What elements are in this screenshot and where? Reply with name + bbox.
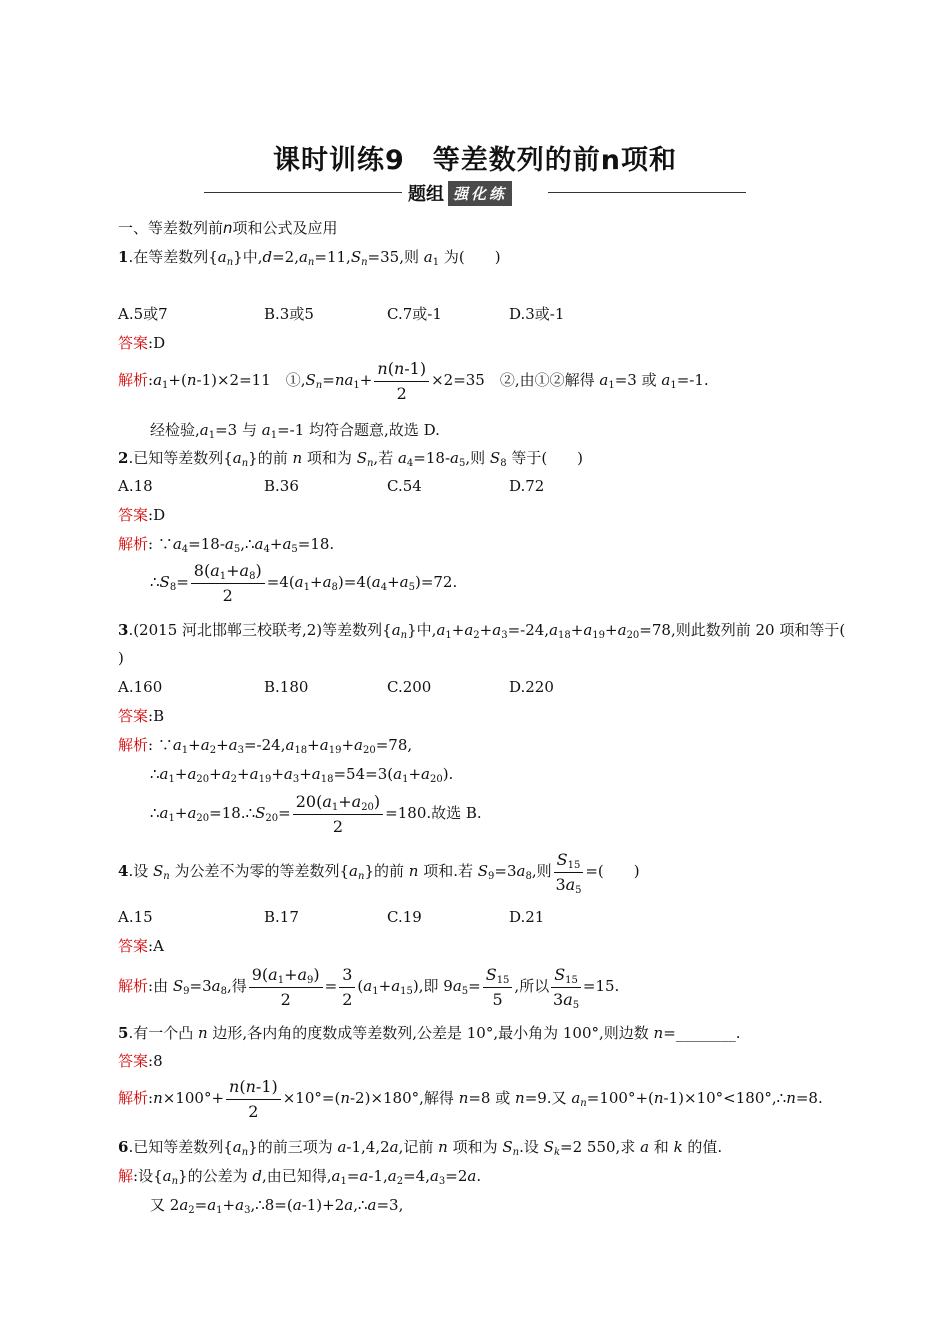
answer-label: 答案 — [118, 506, 149, 524]
q3-option-b: B.180 — [264, 678, 309, 696]
analysis-label: 解析 — [118, 535, 149, 553]
q2-option-a: A.18 — [118, 477, 153, 495]
q1-answer-value: D — [153, 334, 166, 352]
section-heading: 一、等差数列前n项和公式及应用 — [118, 219, 338, 237]
q2-option-d: D.72 — [509, 477, 545, 495]
q4-answer: 答案:A — [118, 937, 164, 955]
q4-option-a: A.15 — [118, 908, 153, 926]
q1-analysis-2: 经检验$,a_1=3$ 与 $a_1=-1$ 均符合题意,故选 D. — [150, 421, 440, 441]
q3-option-a: A.160 — [118, 678, 163, 696]
q3-answer-value: B — [153, 707, 165, 725]
banner-tag: 强化练 — [448, 181, 512, 206]
analysis-label: 解析 — [118, 1089, 149, 1107]
banner-label: 题组 — [408, 184, 444, 205]
q1-analysis: 解析$:a_1+(n-1)\times 2=11$ $①,S_n=na_1+$ $\frac{n(n-1)}{2}$ ×2=35 ②,由①②解得 $a_1=3$ 或 $a_1=-1$. — [118, 358, 709, 403]
section-banner — [404, 180, 512, 206]
q2-option-c: C.54 — [387, 477, 422, 495]
q3-option-d: D.220 — [509, 678, 554, 696]
q2-analysis: 解析: $\because a_4=18-a_5,\therefore a_4+a_5=18$. — [118, 535, 335, 555]
analysis-label: 解析 — [118, 736, 149, 754]
question-3: 3.(2015 河北邯郸三校联考,2)等差数列$\{a_n\}$中$,a_1+a_2+a_3=-24,a_{18}+a_{19}+a_{20}=78$,则此数列前 20 项和等于( — [118, 621, 846, 641]
q4-answer-value: A — [153, 937, 164, 955]
question-6: 6.已知等差数列$\{a_n\}$的前三项为 a-1,4,2a,记前 n 项和为 $S_n$.设 $S_k=2$ 550,求 a 和 k 的值. — [118, 1138, 723, 1158]
answer-label: 答案 — [118, 937, 149, 955]
q1-option-d: D.3或-1 — [509, 305, 565, 323]
q1-answer: 答案:D — [118, 334, 166, 352]
q3-analysis-3: $\therefore a_1+a_{20}=18.\therefore S_{20}=$ $\frac{20(a_1+a_{20})}{2}$ =180.故选 B. — [150, 791, 482, 836]
q2-answer-value: D — [153, 506, 166, 524]
q4-analysis: 解析:由 $S_9=3a_8$,得 $\frac{9(a_1+a_9)}{2}$ = $\frac{3}{2}$ $(a_1+a_{15})$,即 $9a_5=$ $\frac{S_{15}}{5}$ ,所以 $\frac{S_{15}}{3a_5}$ =15. — [118, 964, 620, 1011]
q3-answer: 答案:B — [118, 707, 165, 725]
q3-option-c: C.200 — [387, 678, 432, 696]
q2-answer: 答案:D — [118, 506, 166, 524]
q2-analysis-2: $\therefore S_8=$ $\frac{8(a_1+a_8)}{2}$ $=4(a_1+a_8)=4(a_4+a_5)=72$. — [150, 560, 458, 605]
answer-label: 答案 — [118, 1052, 149, 1070]
q5-analysis: 解析:n×100°+ $\frac{n(n-1)}{2}$ ×10°=(n-2)×180°,解得 n=8 或 n=9.又 $a_n=100^\circ+(n-1)\times 10^\circ<180^\circ,\therefore n=8$. — [118, 1076, 823, 1121]
answer-label: 答案 — [118, 334, 149, 352]
q1-option-b: B.3或5 — [264, 305, 314, 323]
q3-analysis-2: $\therefore a_1+a_{20}+a_2+a_{19}+a_3+a_{18}=54=3(a_1+a_{20})$. — [150, 765, 454, 785]
q4-option-d: D.21 — [509, 908, 545, 926]
answer-label: 答案 — [118, 707, 149, 725]
title-rule-left — [204, 192, 402, 193]
q5-answer: 答案:8 — [118, 1052, 163, 1070]
page-title: 课时训练9 等差数列的前n项和 — [272, 145, 677, 176]
q3-analysis: 解析: $\because a_1+a_2+a_3=-24,a_{18}+a_{19}+a_{20}=78$, — [118, 736, 413, 756]
question-3-cont: ) — [118, 649, 124, 667]
title-rule-right — [548, 192, 746, 193]
question-2: 2.已知等差数列$\{a_n\}$的前 n 项和为 $S_n$,若 $a_4=18-a_5$,则 $S_8$ 等于( ) — [118, 449, 584, 469]
q4-option-c: C.19 — [387, 908, 422, 926]
q6-solution: 解:设$\{a_n\}$的公差为 d,由已知得$,a_1=a-1,a_2=4,a_3=2a$. — [118, 1167, 482, 1187]
q6-solution-2: 又 $2a_2=a_1+a_3,\therefore 8=(a-1)+2a,\therefore a=3$, — [150, 1196, 404, 1216]
question-1: 1.在等差数列$\{a_n\}$中$,d=2,a_n=11,S_n=35$,则 $a_1$ 为( ) — [118, 248, 501, 268]
analysis-label: 解析 — [118, 371, 149, 389]
q1-option-a: A.5或7 — [118, 305, 168, 323]
q2-option-b: B.36 — [264, 477, 299, 495]
analysis-label: 解析 — [118, 977, 149, 995]
q1-option-c: C.7或-1 — [387, 305, 442, 323]
q4-option-b: B.17 — [264, 908, 299, 926]
question-4: 4.设 $S_n$ 为公差不为零的等差数列$\{a_n\}$的前 n 项和.若 $S_9=3a_8$,则 $\frac{S_{15}}{3a_5}$ =( ) — [118, 849, 640, 896]
question-5: 5.有一个凸 n 边形,各内角的度数成等差数列,公差是 10°,最小角为 100°,则边数 n=________. — [118, 1024, 741, 1042]
solution-label: 解 — [118, 1167, 134, 1185]
q5-answer-value: 8 — [153, 1052, 163, 1070]
